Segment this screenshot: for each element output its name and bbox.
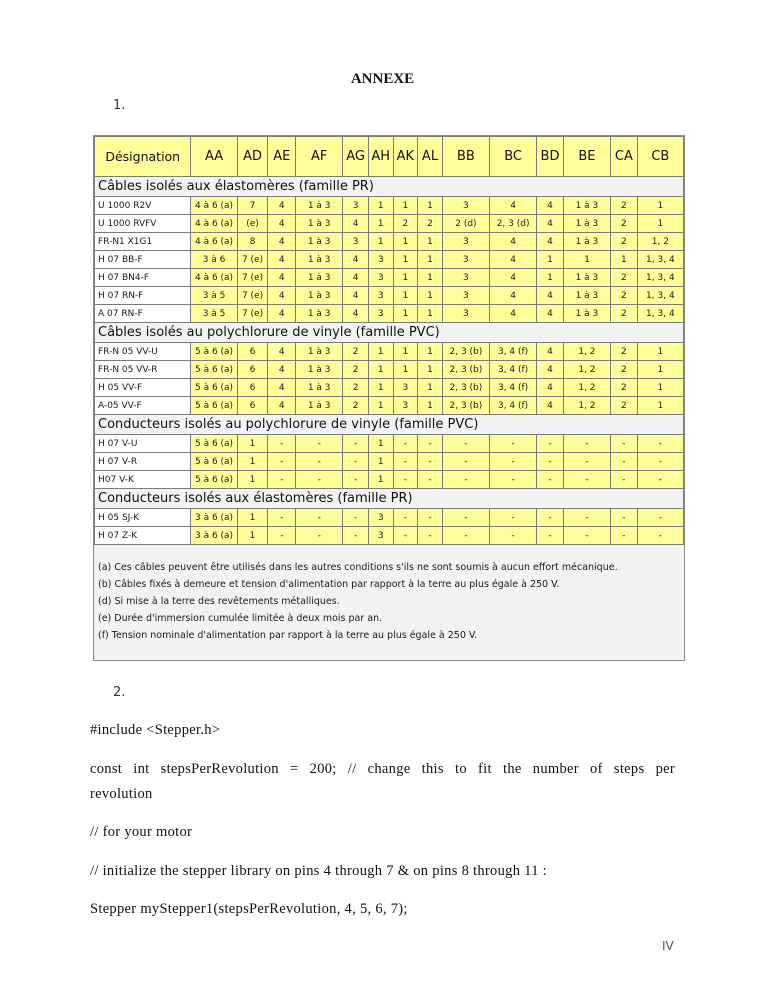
table-cell: 5 à 6 (a) (191, 471, 237, 489)
table-cell: 1 à 3 (296, 397, 343, 415)
table-cell: 1 (237, 471, 268, 489)
table-cell: 4 (537, 197, 564, 215)
table-cell: 3 (442, 269, 489, 287)
table-cell: 2, 3 (b) (442, 343, 489, 361)
table-cell: - (418, 527, 443, 545)
table-cell: 1 à 3 (296, 305, 343, 323)
cable-designation: H 07 Z-K (95, 527, 191, 545)
table-cell: 4 (268, 397, 296, 415)
table-cell: 4 (490, 251, 537, 269)
table-cell: - (268, 471, 296, 489)
table-cell: - (418, 435, 443, 453)
table-cell: - (268, 453, 296, 471)
table-cell: 1 à 3 (296, 215, 343, 233)
table-cell: 3 (368, 509, 393, 527)
table-cell: 4 (490, 197, 537, 215)
item-number-2: 2. (113, 685, 126, 700)
table-cell: 1, 3, 4 (637, 251, 683, 269)
table-row (95, 269, 684, 287)
table-cell: 5 à 6 (a) (191, 379, 237, 397)
table-cell: 2 (418, 215, 443, 233)
table-cell: - (611, 527, 638, 545)
table-cell: 4 (268, 361, 296, 379)
table-cell: 1 (418, 251, 443, 269)
table-cell: 2, 3 (b) (442, 379, 489, 397)
table-cell: 3 à 6 (191, 251, 237, 269)
table-row (95, 471, 684, 489)
table-cell: 2 (611, 397, 638, 415)
table-cell: 2 (611, 215, 638, 233)
table-cell: - (393, 471, 418, 489)
table-cell: 3 (442, 251, 489, 269)
table-cell: - (393, 435, 418, 453)
cable-designation: H 07 BB-F (95, 251, 191, 269)
table-cell: 1 (368, 361, 393, 379)
table-cell: 4 (490, 269, 537, 287)
table-cell: 4 (537, 343, 564, 361)
table-cell: 3 (368, 269, 393, 287)
table-row (95, 233, 684, 251)
table-cell: - (393, 527, 418, 545)
code-steps-line-continued: revolution (90, 786, 153, 802)
table-cell: - (296, 527, 343, 545)
table-cell: 4 (343, 251, 369, 269)
table-cell: - (442, 435, 489, 453)
table-cell: - (343, 453, 369, 471)
header-bd: BD (537, 137, 564, 177)
table-cell: 1 (393, 233, 418, 251)
table-cell: - (563, 527, 610, 545)
table-row (95, 251, 684, 269)
table-cell: - (490, 527, 537, 545)
table-cell: - (637, 435, 683, 453)
cable-designation: H 07 RN-F (95, 287, 191, 305)
table-cell: - (296, 471, 343, 489)
cable-designation: H 07 V-R (95, 453, 191, 471)
table-cell: 4 (537, 361, 564, 379)
table-cell: 1 (418, 269, 443, 287)
page-title: ANNEXE (350, 71, 415, 87)
table-cell: - (393, 453, 418, 471)
table-cell: 4 (343, 287, 369, 305)
table-cell: 2 (343, 379, 369, 397)
table-cell: 4 (268, 287, 296, 305)
table-cell: 7 (e) (237, 269, 268, 287)
table-cell: 4 (343, 215, 369, 233)
table-cell: 3, 4 (f) (490, 361, 537, 379)
table-cell: 1, 3, 4 (637, 305, 683, 323)
table-cell: 1 (368, 215, 393, 233)
section-row (95, 177, 684, 197)
header-cb: CB (637, 137, 683, 177)
table-cell: 6 (237, 397, 268, 415)
table-cell: - (296, 435, 343, 453)
table-cell: 3 (442, 287, 489, 305)
table-cell: 5 à 6 (a) (191, 343, 237, 361)
table-cell: 7 (e) (237, 287, 268, 305)
table-cell: 1 à 3 (296, 287, 343, 305)
section-title: Câbles isolés au polychlorure de vinyle (famille PVC) (95, 323, 684, 343)
table-cell: 1 à 3 (296, 361, 343, 379)
table-cell: 4 (490, 305, 537, 323)
table-cell: 2 (393, 215, 418, 233)
table-row (95, 215, 684, 233)
code-stepper-line: Stepper myStepper1(stepsPerRevolution, 4, 5, 6, 7); (90, 901, 408, 917)
table-cell: - (611, 453, 638, 471)
table-cell: 4 (343, 269, 369, 287)
table-cell: 7 (e) (237, 305, 268, 323)
table-cell: 3 (442, 197, 489, 215)
table-cell: 1 à 3 (563, 305, 610, 323)
table-cell: 2 (611, 343, 638, 361)
table-cell: 1 (418, 397, 443, 415)
table-cell: 1 (637, 197, 683, 215)
table-cell: - (637, 527, 683, 545)
table-cell: 2 (343, 343, 369, 361)
table-cell: 1 (418, 379, 443, 397)
table-cell: 3 à 6 (a) (191, 509, 237, 527)
table-row (95, 435, 684, 453)
cable-table-frame (93, 135, 685, 661)
table-cell: - (490, 471, 537, 489)
code-steps-line: const int stepsPerRevolution = 200; // change this to fit the number of steps per (90, 761, 675, 777)
table-cell: 1 (368, 397, 393, 415)
table-cell: 1 (537, 269, 564, 287)
table-cell: 3 (368, 305, 393, 323)
table-cell: 4 (490, 233, 537, 251)
code-comment-motor: // for your motor (90, 824, 193, 840)
table-cell: 4 (268, 251, 296, 269)
table-cell: - (296, 453, 343, 471)
cable-designation: FR-N 05 VV-R (95, 361, 191, 379)
table-cell: 1 (368, 435, 393, 453)
code-comment-init: // initialize the stepper library on pins 4 through 7 & on pins 8 through 11 : (90, 863, 547, 879)
table-cell: 4 à 6 (a) (191, 215, 237, 233)
table-cell: 1 (368, 197, 393, 215)
table-cell: - (343, 435, 369, 453)
table-cell: 1 (393, 251, 418, 269)
cable-designation: H07 V-K (95, 471, 191, 489)
table-cell: 2 (611, 233, 638, 251)
table-cell: 2, 3 (b) (442, 397, 489, 415)
table-cell: 3 à 6 (a) (191, 527, 237, 545)
header-ah: AH (368, 137, 393, 177)
table-cell: 1 (368, 233, 393, 251)
header-ae: AE (268, 137, 296, 177)
cable-designation: FR-N 05 VV-U (95, 343, 191, 361)
table-cell: 4 (268, 197, 296, 215)
footnote: (f) Tension nominale d'alimentation par rapport à la terre au plus égale à 250 V. (98, 630, 478, 641)
table-cell: 1 (418, 287, 443, 305)
table-cell: 1 (637, 397, 683, 415)
table-cell: - (537, 453, 564, 471)
table-cell: - (563, 509, 610, 527)
table-cell: 1 (537, 251, 564, 269)
table-cell: 1 (237, 527, 268, 545)
table-cell: 1 à 3 (563, 287, 610, 305)
table-cell: 4 (268, 215, 296, 233)
table-cell: - (442, 527, 489, 545)
table-cell: 1 (237, 435, 268, 453)
table-cell: 4 à 6 (a) (191, 233, 237, 251)
table-cell: - (296, 509, 343, 527)
table-cell: - (418, 453, 443, 471)
table-cell: - (637, 471, 683, 489)
table-cell: 4 (537, 215, 564, 233)
table-cell: - (537, 527, 564, 545)
table-cell: 2 (611, 305, 638, 323)
table-cell: 7 (e) (237, 251, 268, 269)
table-cell: 1 à 3 (296, 251, 343, 269)
footnote: (e) Durée d'immersion cumulée limitée à deux mois par an. (98, 613, 383, 624)
table-cell: 3 (368, 287, 393, 305)
table-cell: 1 à 3 (296, 343, 343, 361)
header-bb: BB (442, 137, 489, 177)
table-cell: 1 à 3 (296, 233, 343, 251)
section-row (95, 489, 684, 509)
table-row (95, 305, 684, 323)
table-row (95, 197, 684, 215)
section-row (95, 415, 684, 435)
table-cell: 1 (418, 343, 443, 361)
table-row (95, 397, 684, 415)
cable-designation: U 1000 RVFV (95, 215, 191, 233)
table-cell: - (490, 509, 537, 527)
table-cell: 1 (393, 269, 418, 287)
table-footnotes (98, 559, 678, 644)
table-cell: - (343, 471, 369, 489)
item-number-1: 1. (113, 98, 126, 113)
table-cell: - (268, 509, 296, 527)
header-aa: AA (191, 137, 237, 177)
table-cell: - (442, 453, 489, 471)
header-designation: Désignation (95, 137, 191, 177)
cable-designation: U 1000 R2V (95, 197, 191, 215)
table-cell: 1 (418, 305, 443, 323)
table-row (95, 527, 684, 545)
table-cell: 1 (368, 471, 393, 489)
table-cell: 3 (368, 527, 393, 545)
section-title: Conducteurs isolés aux élastomères (famille PR) (95, 489, 684, 509)
cable-table (94, 136, 684, 545)
table-cell: 7 (237, 197, 268, 215)
table-cell: - (637, 509, 683, 527)
table-cell: - (537, 509, 564, 527)
footnote: (a) Ces câbles peuvent être utilisés dans les autres conditions s'ils ne sont soumis à aucun effort mécanique. (98, 562, 618, 573)
cable-designation: A 07 RN-F (95, 305, 191, 323)
header-ak: AK (393, 137, 418, 177)
table-cell: 1 (637, 379, 683, 397)
table-cell: 3 (442, 305, 489, 323)
table-cell: 6 (237, 343, 268, 361)
cable-designation: FR-N1 X1G1 (95, 233, 191, 251)
section-title: Câbles isolés aux élastomères (famille PR) (95, 177, 684, 197)
section-title: Conducteurs isolés au polychlorure de vinyle (famille PVC) (95, 415, 684, 435)
table-cell: - (537, 471, 564, 489)
table-cell: 4 (268, 343, 296, 361)
table-cell: 1 (393, 361, 418, 379)
table-row (95, 287, 684, 305)
table-cell: 4 (268, 233, 296, 251)
header-al: AL (418, 137, 443, 177)
table-cell: - (563, 453, 610, 471)
table-cell: - (611, 435, 638, 453)
table-cell: 1 à 3 (296, 269, 343, 287)
table-cell: 2, 3 (d) (490, 215, 537, 233)
table-cell: 1 (393, 343, 418, 361)
cable-designation: A-05 VV-F (95, 397, 191, 415)
cable-designation: H 07 V-U (95, 435, 191, 453)
table-cell: 1 à 3 (563, 233, 610, 251)
table-cell: 3 (393, 397, 418, 415)
table-cell: - (268, 527, 296, 545)
table-cell: 1 (637, 361, 683, 379)
table-cell: 3 (343, 233, 369, 251)
table-row (95, 379, 684, 397)
table-cell: 1 (393, 305, 418, 323)
section-row (95, 323, 684, 343)
table-cell: 4 (343, 305, 369, 323)
header-af: AF (296, 137, 343, 177)
table-cell: 1, 2 (563, 361, 610, 379)
cable-designation: H 07 BN4-F (95, 269, 191, 287)
table-cell: 4 (490, 287, 537, 305)
table-row (95, 343, 684, 361)
table-cell: 1 (637, 343, 683, 361)
table-cell: 4 (268, 269, 296, 287)
table-cell: 1 (637, 215, 683, 233)
table-cell: 1 (237, 453, 268, 471)
table-cell: - (393, 509, 418, 527)
table-cell: - (490, 453, 537, 471)
table-cell: 3 (442, 233, 489, 251)
table-row (95, 361, 684, 379)
table-cell: 1 (418, 197, 443, 215)
table-cell: 2 (611, 379, 638, 397)
table-row (95, 509, 684, 527)
table-cell: (e) (237, 215, 268, 233)
table-cell: 4 (537, 397, 564, 415)
table-header-row (95, 137, 684, 177)
table-cell: 1 (563, 251, 610, 269)
table-cell: - (442, 509, 489, 527)
header-ca: CA (611, 137, 638, 177)
table-cell: 1 à 3 (296, 197, 343, 215)
table-cell: 2, 3 (b) (442, 361, 489, 379)
table-cell: 3 à 5 (191, 287, 237, 305)
table-cell: 1 à 3 (563, 197, 610, 215)
table-cell: 1 à 3 (563, 269, 610, 287)
table-cell: 4 à 6 (a) (191, 269, 237, 287)
table-cell: 5 à 6 (a) (191, 435, 237, 453)
table-cell: 4 (537, 305, 564, 323)
table-cell: 4 (268, 379, 296, 397)
table-cell: 2 (d) (442, 215, 489, 233)
table-cell: 3, 4 (f) (490, 379, 537, 397)
table-cell: 4 (537, 233, 564, 251)
table-cell: 2 (343, 397, 369, 415)
table-cell: - (418, 471, 443, 489)
table-cell: 1, 3, 4 (637, 269, 683, 287)
table-cell: 3 (368, 251, 393, 269)
table-cell: - (442, 471, 489, 489)
table-cell: 6 (237, 361, 268, 379)
table-cell: 5 à 6 (a) (191, 453, 237, 471)
table-cell: 3 (343, 197, 369, 215)
footnote: (b) Câbles fixés à demeure et tension d'alimentation par rapport à la terre au plus égale à 250 V. (98, 579, 560, 590)
table-cell: 1 (611, 251, 638, 269)
table-cell: - (418, 509, 443, 527)
table-cell: 1 (393, 197, 418, 215)
header-be: BE (563, 137, 610, 177)
cable-designation: H 05 SJ-K (95, 509, 191, 527)
table-cell: 1 (393, 287, 418, 305)
table-cell: 1, 2 (563, 397, 610, 415)
table-cell: 1 à 3 (563, 215, 610, 233)
table-cell: 1 (368, 379, 393, 397)
table-cell: - (490, 435, 537, 453)
table-cell: 3, 4 (f) (490, 397, 537, 415)
header-bc: BC (490, 137, 537, 177)
table-cell: 2 (611, 361, 638, 379)
table-cell: 3, 4 (f) (490, 343, 537, 361)
table-cell: 2 (611, 269, 638, 287)
table-cell: - (537, 435, 564, 453)
table-cell: 1, 2 (563, 343, 610, 361)
table-cell: 1, 2 (563, 379, 610, 397)
table-cell: 6 (237, 379, 268, 397)
table-cell: 3 à 5 (191, 305, 237, 323)
table-cell: - (343, 509, 369, 527)
table-cell: 1 (368, 453, 393, 471)
table-cell: 1 à 3 (296, 379, 343, 397)
table-cell: 2 (611, 197, 638, 215)
table-cell: - (268, 435, 296, 453)
code-include-line: #include <Stepper.h> (90, 722, 221, 738)
table-cell: 1 (418, 361, 443, 379)
table-cell: - (343, 527, 369, 545)
header-ag: AG (343, 137, 369, 177)
table-cell: 8 (237, 233, 268, 251)
table-cell: - (611, 471, 638, 489)
header-ad: AD (237, 137, 268, 177)
table-cell: - (563, 471, 610, 489)
table-cell: 4 (268, 305, 296, 323)
table-cell: 1, 3, 4 (637, 287, 683, 305)
table-cell: 4 à 6 (a) (191, 197, 237, 215)
table-cell: 5 à 6 (a) (191, 361, 237, 379)
table-cell: 5 à 6 (a) (191, 397, 237, 415)
table-cell: 2 (343, 361, 369, 379)
cable-designation: H 05 VV-F (95, 379, 191, 397)
table-cell: - (637, 453, 683, 471)
table-cell: 4 (537, 379, 564, 397)
table-cell: 1 (368, 343, 393, 361)
table-cell: 1, 2 (637, 233, 683, 251)
table-cell: 4 (537, 287, 564, 305)
table-cell: 2 (611, 287, 638, 305)
page-number: IV (662, 939, 674, 953)
table-cell: 3 (393, 379, 418, 397)
footnote: (d) Si mise à la terre des revêtements métalliques. (98, 596, 340, 607)
table-cell: - (563, 435, 610, 453)
table-row (95, 453, 684, 471)
table-cell: 1 (237, 509, 268, 527)
table-cell: 1 (418, 233, 443, 251)
table-cell: - (611, 509, 638, 527)
